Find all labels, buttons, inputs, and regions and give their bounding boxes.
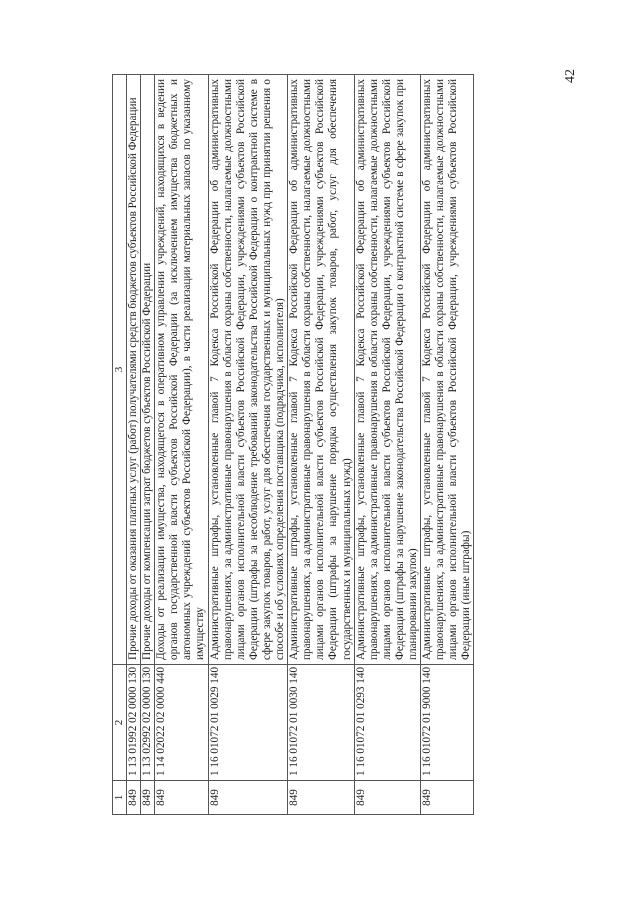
- admin-code: 849: [208, 781, 288, 815]
- revenue-code: 1 16 01072 01 0030 140: [288, 665, 354, 781]
- revenue-name: Административные штрафы, установленные главой 7 Кодекса Российской Федерации об административных правонарушениях, за административные правонарушения в области охраны собственности, налагаемые должностными лицами органов исполнительной власти субъектов Российской Федерации, учреждениями субъектов Российской Федерации (иные штрафы): [421, 75, 474, 665]
- revenue-code: 1 16 01072 01 0293 140: [354, 665, 420, 781]
- header-col-1: 1: [113, 781, 127, 815]
- table-row: [354, 75, 420, 815]
- table-row: [141, 75, 155, 815]
- header-col-3: 3: [113, 75, 127, 665]
- revenue-name: Прочие доходы от компенсации затрат бюджетов субъектов Российской Федерации: [141, 75, 155, 665]
- admin-code: 849: [127, 781, 141, 815]
- table-row: [208, 75, 288, 815]
- admin-code: 849: [421, 781, 474, 815]
- admin-code: 849: [354, 781, 420, 815]
- page-number: 42: [563, 69, 578, 83]
- revenue-name: Административные штрафы, установленные главой 7 Кодекса Российской Федерации об административных правонарушениях, за административные правонарушения в области охраны собственности, налагаемые должностными лицами органов исполнительной власти субъектов Российской Федерации, учреждениями субъектов Российской Федерации (штрафы за несоблюдение требований законодательства Российской Федерации о контрактной системе в сфере закупок товаров, работ, услуг для обеспечения государственных и муниципальных нужд при принятии решения о способе и об условиях определения поставщика (подрядчика, исполнителя): [208, 75, 288, 665]
- revenue-code: 1 14 02022 02 0000 440: [155, 665, 208, 781]
- revenue-name: Административные штрафы, установленные главой 7 Кодекса Российской Федерации об административных правонарушениях, за административные правонарушения в области охраны собственности, налагаемые должностными лицами органов исполнительной власти субъектов Российской Федерации, учреждениями субъектов Российской Федерации (штрафы за нарушение законодательства Российской Федерации о контрактной системе в сфере закупок при планировании закупок): [354, 75, 420, 665]
- revenue-name: Доходы от реализации имущества, находящегося в оперативном управлении учреждений, находящихся в ведении органов государственной власти субъектов Российской Федерации (за исключением имущества бюджетных и автономных учреждений субъектов Российской Федерации), в части реализации материальных запасов по указанному имуществу: [155, 75, 208, 665]
- revenue-code: 1 16 01072 01 0029 140: [208, 665, 288, 781]
- revenue-name: Административные штрафы, установленные главой 7 Кодекса Российской Федерации об административных правонарушениях, за административные правонарушения в области охраны собственности, налагаемые должностными лицами органов исполнительной власти субъектов Российской Федерации, учреждениями субъектов Российской Федерации (штрафы за нарушение порядка осуществления закупок товаров, работ, услуг для обеспечения государственных и муниципальных нужд): [288, 75, 354, 665]
- header-col-2: 2: [113, 665, 127, 781]
- revenue-codes-table: [112, 74, 474, 815]
- table-header-row: [113, 75, 127, 815]
- revenue-code: 1 16 01072 01 9000 140: [421, 665, 474, 781]
- admin-code: 849: [288, 781, 354, 815]
- revenue-name: Прочие доходы от оказания платных услуг (работ) получателями средств бюджетов субъектов Российской Федерации: [127, 75, 141, 665]
- table-row: [288, 75, 354, 815]
- admin-code: 849: [155, 781, 208, 815]
- admin-code: 849: [141, 781, 155, 815]
- revenue-code: 1 13 01992 02 0000 130: [127, 665, 141, 781]
- table-row: [127, 75, 141, 815]
- table-row: [155, 75, 208, 815]
- table-row: [421, 75, 474, 815]
- revenue-code: 1 13 02992 02 0000 130: [141, 665, 155, 781]
